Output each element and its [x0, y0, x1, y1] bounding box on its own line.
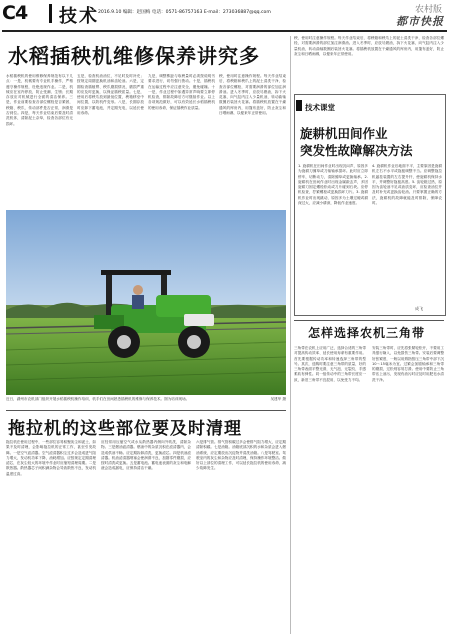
section-title: 技术	[59, 6, 99, 27]
article-body-column: 应经常用压缩空气或水从散热器内侧向外吹洗，清除杂物。三是燃油滤清器。燃油中的杂质沉积在滤清器内，会造成供油不畅。应定期拆卸清洗，更换滤芯。四是机油滤清器。机油滤清器堵塞会使润滑不良，加剧零件磨损，应按时清洗或更换。五是蓄电池。蓄电池表面的灰尘和电解液会造成漏电，应保持清洁干燥。	[101, 440, 191, 471]
box-marker	[296, 100, 302, 111]
article-body-column: 六是排气管。排气管积碳过多会使排气阻力增大，应定期清除积碳。七是油箱。油箱底部沉积的水和杂质会进入燃油系统，应定期放出沉淀物并清洗油箱。八是驾驶室。驾驶室内的灰尘和杂物应及时清理，保持操作环境整洁。做好以上部位的清理工作，可以延长拖拉机的使用寿命，减少故障发生。	[196, 440, 286, 471]
article-title: 怎样选择农机三角带	[308, 326, 426, 340]
article-title: 水稻插秧机维修保养讲究多	[8, 44, 260, 68]
article-body-column: 五是，检查机油油位，不足时及时补充；按规定周期更换机油和齿轮油。六是，定期检查插植臂、秧爪磨损情况，磨损严重的应及时更换，以保证插秧质量。七是，使用后将秧爪放到最低位置，秧箱移至中间位置，以防机件变形。八是，长期存放时应卸下蓄电池，并定期充电，以延长使用寿命。	[77, 74, 144, 116]
article-body-column: 水稻插秧机的使用维修保养规范有以下几点：一是，机械要有专业机手操作，严格遵守操作规程，杜绝违规作业。二是，机械应在室内停放，防止受潮、生锈；长期存放应对机械进行全面的清洁保养。三是，作业前要检查各部位螺栓是否紧固，秧箱、秧爪、传动部件是否正常，润滑是否到位。四是，每天作业结束后要及时清洗机体，清除泥土杂草，检查各部位有无损坏。	[6, 74, 73, 126]
section-rule	[294, 320, 444, 321]
article-body-column: 安装三角带时，应先将张紧轮松开，不要用工具强行撬入，以免损伤三角带。安装后要调整好张紧度，一般以用拇指按压三角带中部下沉10～15毫米为宜。过紧会加剧轴承和三角带的磨损，过松则容易打滑。使用中要防止三角带沾上油污，发现有油污时应及时用肥皂水清洗干净。	[372, 346, 444, 382]
brand-edition: 农村版	[414, 5, 442, 15]
article-body-column: 三角带在农机上应用广泛，选择合适的三角带对提高传动效率、延长使用寿命有重要作用。首先要根据传动功率和转速选择三角带的型号。其次，选购时要注意三角带的质量，好的三角带表面平整光滑，无气泡、无裂纹，手感柔软有弹性。同一组传动中的三角带长度应一致，新旧三角带不宜混用，以免受力不均。	[294, 346, 366, 382]
caption-text: 近日，湖州市农机部门组织开展水稻插秧机操作培训，机手们在田间熟悉插秧机的维修与保养技术。图为培训现场。	[6, 397, 190, 401]
section-rule	[6, 410, 286, 411]
article-body-column: 拖拉机在使用过程中，一些部位容易积聚灰尘和泥土，如果不及时清理，会影响拖拉机的正常工作，甚至引发故障。一是空气滤清器。空气滤清器积尘过多会造成进气阻力增大，发动机功率下降，油耗增加。应按规定定期清理滤芯，在灰尘较大的环境中作业时应缩短清理周期。二是散热器。散热器芯子间积满杂物会导致散热不良，发动机温度过高。	[6, 440, 96, 476]
header-divider	[49, 4, 52, 23]
article-title: 拖拉机的这些部位要及时清理	[8, 419, 242, 439]
brand-logo: 都市快报	[396, 15, 444, 28]
article-body-column: 秧，使用时注意操作规程。每天作业结束后，将秧箱和秧爪上的泥土清洗干净，检查各部位螺栓，对需要润滑的部位加注润滑油。进入冬季时，应放尽燃油，拆下火花塞，向气缸内注入少量机油，转动曲轴数圈后装回火花塞。将插秧机放置在干燥通风的库房内，用篷布盖好，防止灰尘和日晒雨淋，以便来年正常使用。	[219, 74, 286, 116]
header-meta: 2016.9.10 编辑：赵国梅 电话：0571-86757163 E-mail：273036887@qq.com	[98, 10, 271, 15]
header-rule	[2, 30, 447, 32]
column-divider	[290, 36, 291, 634]
article-body-column: 秧，使用时注意操作规程。每天作业结束后，将秧箱和秧爪上的泥土清洗干净，检查各部位螺栓，对需要润滑的部位加注润滑油。进入冬季时，应放尽燃油，拆下火花塞，向气缸内注入少量机油，转动曲轴数圈后装回火花塞。将插秧机放置在干燥通风的库房内，用篷布盖好，防止灰尘和日晒雨淋，以便来年正常使用。	[294, 36, 444, 56]
tractor-photo	[6, 210, 286, 395]
photo-caption	[6, 397, 286, 403]
sidebar-author: 成飞	[415, 306, 423, 311]
box-label: 技术课堂	[305, 103, 335, 112]
sidebar-title-line1: 旋耕机田间作业	[300, 126, 388, 141]
sidebar-title-line2: 突发性故障解决方法	[300, 143, 413, 158]
page-number: C4	[2, 2, 28, 24]
photo-credit: 吴建华 摄	[270, 397, 286, 401]
sidebar-body-column: 4. 旋耕机作业后地面不平，主要原因是旋耕机左右不水平或拖板调整不当。应调整拖拉机悬挂装置的左右提升杆，使旋耕机保持水平，并调整好拖板高度。5. 齿轮箱过热，原因为齿轮油不足或油质变坏，应检查油位并及时补充或更换齿轮油。只要掌握正确的方法，旋耕机的故障就能及时排除，保障农时。	[372, 164, 442, 206]
sidebar-body-column: 1. 旋耕机在田间作业时出现沉闷声，原因多为旋耕刀缠草或刀轴轴承损坏。此时应立即停车，切断动力，清除缠草或更换轴承。2. 旋耕机在田间作业时出现金属敲击声，多因旋耕刀固定螺栓松动或刀片碰到石块。应停机检查，拧紧螺栓或更换损坏刀片。3. 旋耕机作业时出现跳动，原因多为土壤过硬或耕深过大，应减小耕深，降低作业速度。	[298, 164, 368, 206]
article-body-column: 九是，调整株距与取秧量时必须按说明书要求进行，切勿强行拨动。十是，插秧机在运输过程中应注意安全，避免碰撞。十一是，作业过程中如遇异常声响要立即停机检查，排除故障后方可继续作业。以上各项规范做好，可以有效延长水稻插秧机的使用寿命，保证插秧作业质量。	[148, 74, 215, 110]
